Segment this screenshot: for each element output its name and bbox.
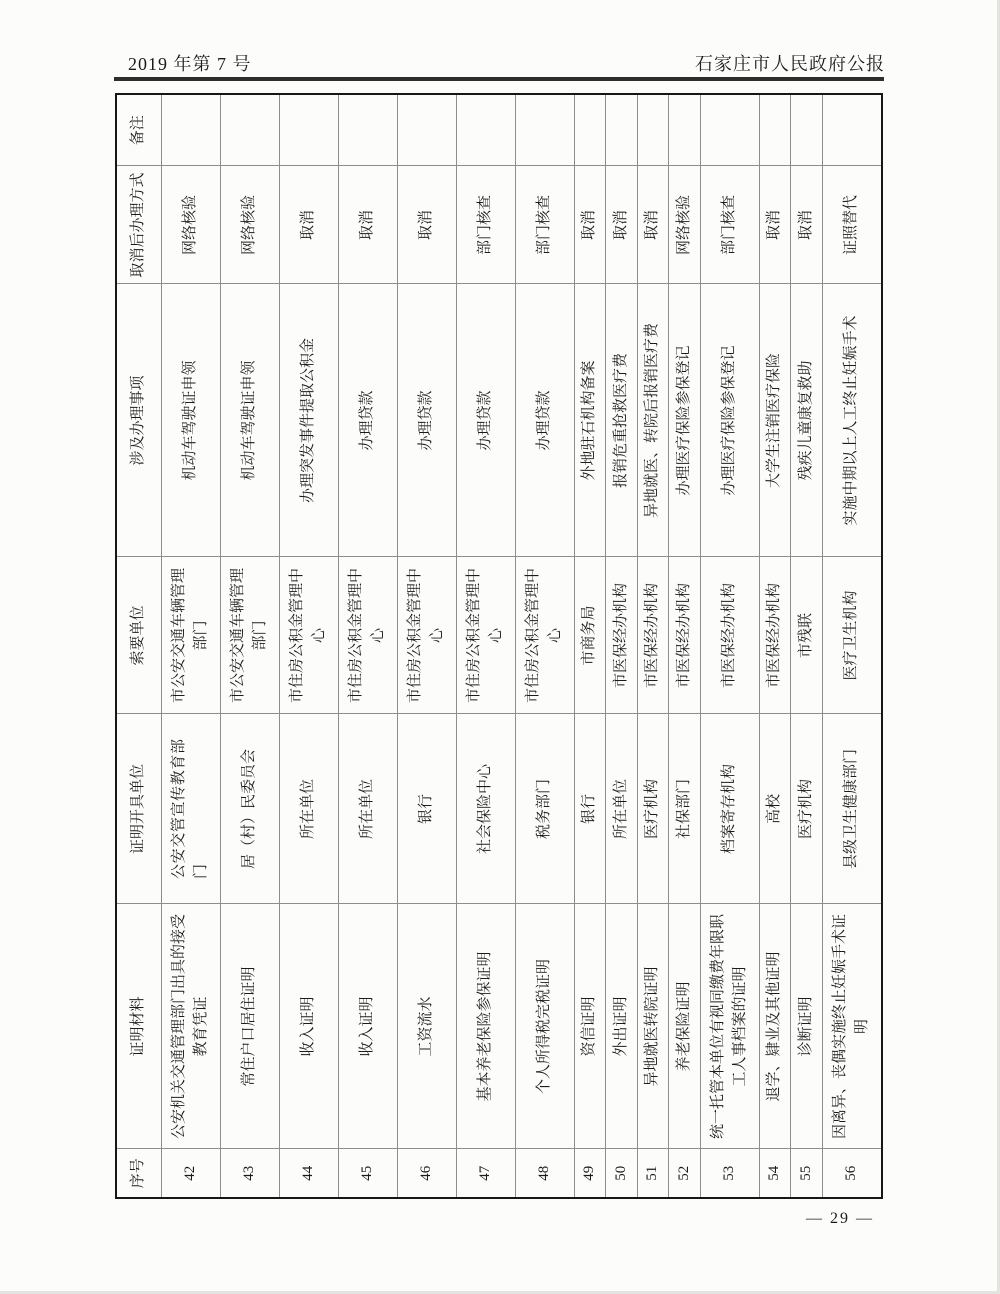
- cell-method: 取消: [606, 166, 637, 284]
- cell-issuer: 高校: [759, 714, 790, 904]
- cell-remark: [669, 94, 700, 166]
- cell-matter: 办理医疗保险参保登记: [700, 284, 759, 557]
- cell-method: 取消: [279, 166, 338, 284]
- cell-material: 因离异、丧偶实施终止妊娠手术证明: [822, 904, 882, 1149]
- cell-material: 基本养老保险参保证明: [456, 904, 515, 1149]
- cell-no: 55: [791, 1149, 822, 1198]
- cell-method: 网络核验: [220, 166, 279, 284]
- table-row: [338, 94, 397, 1198]
- cell-issuer: 所在单位: [338, 714, 397, 904]
- cell-requester: 市医保经办机构: [759, 557, 790, 714]
- cell-method: 部门核查: [515, 166, 574, 284]
- table-row: [791, 94, 822, 1198]
- cell-remark: [397, 94, 456, 166]
- cell-requester: 市残联: [791, 557, 822, 714]
- cell-matter: 报销危重抢救医疗费: [606, 284, 637, 557]
- table-row: [759, 94, 790, 1198]
- cell-requester: 市商务局: [574, 557, 605, 714]
- cell-no: 46: [397, 1149, 456, 1198]
- cell-no: 54: [759, 1149, 790, 1198]
- cell-issuer: 居（村）民委员会: [220, 714, 279, 904]
- cell-matter: 办理突发事件提取公积金: [279, 284, 338, 557]
- cell-no: 45: [338, 1149, 397, 1198]
- cell-matter: 外地驻石机构备案: [574, 284, 605, 557]
- cell-method: 取消: [791, 166, 822, 284]
- cell-remark: [279, 94, 338, 166]
- cell-no: 53: [700, 1149, 759, 1198]
- cell-method: 取消: [397, 166, 456, 284]
- cell-issuer: 所在单位: [279, 714, 338, 904]
- cell-no: 44: [279, 1149, 338, 1198]
- cell-no: 48: [515, 1149, 574, 1198]
- cell-material: 退学、肄业及其他证明: [759, 904, 790, 1149]
- cell-issuer: [161, 714, 220, 904]
- table-row: [220, 94, 279, 1198]
- col-header-method: 取消后办理方式: [116, 166, 161, 284]
- cell-no: 51: [637, 1149, 668, 1198]
- table-header-row: [116, 94, 161, 1198]
- cell-requester: 市医保经办机构: [669, 557, 700, 714]
- cell-material: 公安机关交通管理部门出具的接受教育凭证: [161, 904, 220, 1149]
- cell-no: 49: [574, 1149, 605, 1198]
- cell-issuer: 银行: [574, 714, 605, 904]
- cell-material: 养老保险证明: [669, 904, 700, 1149]
- table-row: [515, 94, 574, 1198]
- cell-material: 异地就医转院证明: [637, 904, 668, 1149]
- cell-requester: 市住房公积金管理中心: [397, 557, 456, 714]
- cell-method: 取消: [759, 166, 790, 284]
- cell-requester: 市医保经办机构: [606, 557, 637, 714]
- cell-issuer: 医疗机构: [791, 714, 822, 904]
- cell-material: 常住户口居住证明: [220, 904, 279, 1149]
- cell-matter: 办理贷款: [338, 284, 397, 557]
- page-number: — 29 —: [806, 1210, 874, 1227]
- cell-no: 50: [606, 1149, 637, 1198]
- cell-method: 部门核查: [456, 166, 515, 284]
- cell-remark: [515, 94, 574, 166]
- cell-requester: 市公安交通车辆管理部门: [161, 557, 220, 714]
- cell-issuer: 县级卫生健康部门: [822, 714, 882, 904]
- cell-requester: 市公安交通车辆管理部门: [220, 557, 279, 714]
- cell-no: 47: [456, 1149, 515, 1198]
- col-header-remark: 备注: [116, 94, 161, 166]
- table-row: [700, 94, 759, 1198]
- cell-method: 网络核验: [161, 166, 220, 284]
- table-row: [822, 94, 882, 1198]
- cell-no: 52: [669, 1149, 700, 1198]
- cell-remark: [338, 94, 397, 166]
- cell-method: 部门核查: [700, 166, 759, 284]
- cell-remark: [220, 94, 279, 166]
- cell-remark: [822, 94, 882, 166]
- cell-matter: 机动车驾驶证申领: [220, 284, 279, 557]
- table-row: [279, 94, 338, 1198]
- cell-requester: 市住房公积金管理中心: [279, 557, 338, 714]
- table-row: [161, 94, 220, 1198]
- cell-matter: 实施中期以上人工终止妊娠手术: [822, 284, 882, 557]
- col-header-requester: 索要单位: [116, 557, 161, 714]
- cell-remark: [637, 94, 668, 166]
- cell-requester: 市医保经办机构: [700, 557, 759, 714]
- cell-remark: [700, 94, 759, 166]
- cell-issuer: 社会保险中心: [456, 714, 515, 904]
- cell-issuer-text: 公安交管宣传教育部门: [170, 739, 209, 879]
- cell-no: 56: [822, 1149, 882, 1198]
- table-row: [574, 94, 605, 1198]
- table-row: [456, 94, 515, 1198]
- cell-matter: 办理贷款: [515, 284, 574, 557]
- cell-issuer: 税务部门: [515, 714, 574, 904]
- cell-method: 证照替代: [822, 166, 882, 284]
- cell-remark: [161, 94, 220, 166]
- rotated-table-inner: [115, 95, 883, 1199]
- cell-material: 外出证明: [606, 904, 637, 1149]
- cell-remark: [791, 94, 822, 166]
- cell-method: 取消: [338, 166, 397, 284]
- cell-issuer: 档案寄存机构: [700, 714, 759, 904]
- cell-remark: [574, 94, 605, 166]
- cell-material: 收入证明: [279, 904, 338, 1149]
- cell-matter: 办理医疗保险参保登记: [669, 284, 700, 557]
- cell-remark: [456, 94, 515, 166]
- cell-issuer: 银行: [397, 714, 456, 904]
- cell-method: 取消: [574, 166, 605, 284]
- col-header-material: 证明材料: [116, 904, 161, 1149]
- cell-method: 取消: [637, 166, 668, 284]
- cell-requester: 市医保经办机构: [637, 557, 668, 714]
- table-row: [637, 94, 668, 1198]
- certificates-cancellation-table: [115, 93, 883, 1199]
- rotated-table-container: [115, 95, 883, 1199]
- publication-title: 石家庄市人民政府公报: [695, 54, 885, 74]
- cell-method: 网络核验: [669, 166, 700, 284]
- cell-matter: 残疾儿童康复救助: [791, 284, 822, 557]
- cell-matter: 异地就医、转院后报销医疗费: [637, 284, 668, 557]
- col-header-issuer: 证明开具单位: [116, 714, 161, 904]
- cell-remark: [606, 94, 637, 166]
- cell-material: 诊断证明: [791, 904, 822, 1149]
- cell-no: 42: [161, 1149, 220, 1198]
- cell-matter: 大学生注销医疗保险: [759, 284, 790, 557]
- table-row: [606, 94, 637, 1198]
- cell-material: 收入证明: [338, 904, 397, 1149]
- col-header-matter: 涉及办理事项: [116, 284, 161, 557]
- masthead-rule: [114, 77, 884, 81]
- cell-material: 资信证明: [574, 904, 605, 1149]
- cell-issuer: 医疗机构: [637, 714, 668, 904]
- col-header-no: 序号: [116, 1149, 161, 1198]
- cell-no: 43: [220, 1149, 279, 1198]
- table-row: [397, 94, 456, 1198]
- cell-issuer: 所在单位: [606, 714, 637, 904]
- cell-material: 工资流水: [397, 904, 456, 1149]
- cell-requester: 医疗卫生机构: [822, 557, 882, 714]
- cell-issuer: 社保部门: [669, 714, 700, 904]
- table-row: [669, 94, 700, 1198]
- cell-requester: 市住房公积金管理中心: [338, 557, 397, 714]
- cell-matter: 办理贷款: [456, 284, 515, 557]
- cell-requester: 市住房公积金管理中心: [515, 557, 574, 714]
- issue-number: 2019 年第 7 号: [128, 54, 252, 74]
- cell-matter: 办理贷款: [397, 284, 456, 557]
- cell-remark: [759, 94, 790, 166]
- cell-material: 个人所得税完税证明: [515, 904, 574, 1149]
- cell-matter: 机动车驾驶证申领: [161, 284, 220, 557]
- cell-requester: 市住房公积金管理中心: [456, 557, 515, 714]
- cell-material: 统一托管本单位有视同缴费年限职工人事档案的证明: [700, 904, 759, 1149]
